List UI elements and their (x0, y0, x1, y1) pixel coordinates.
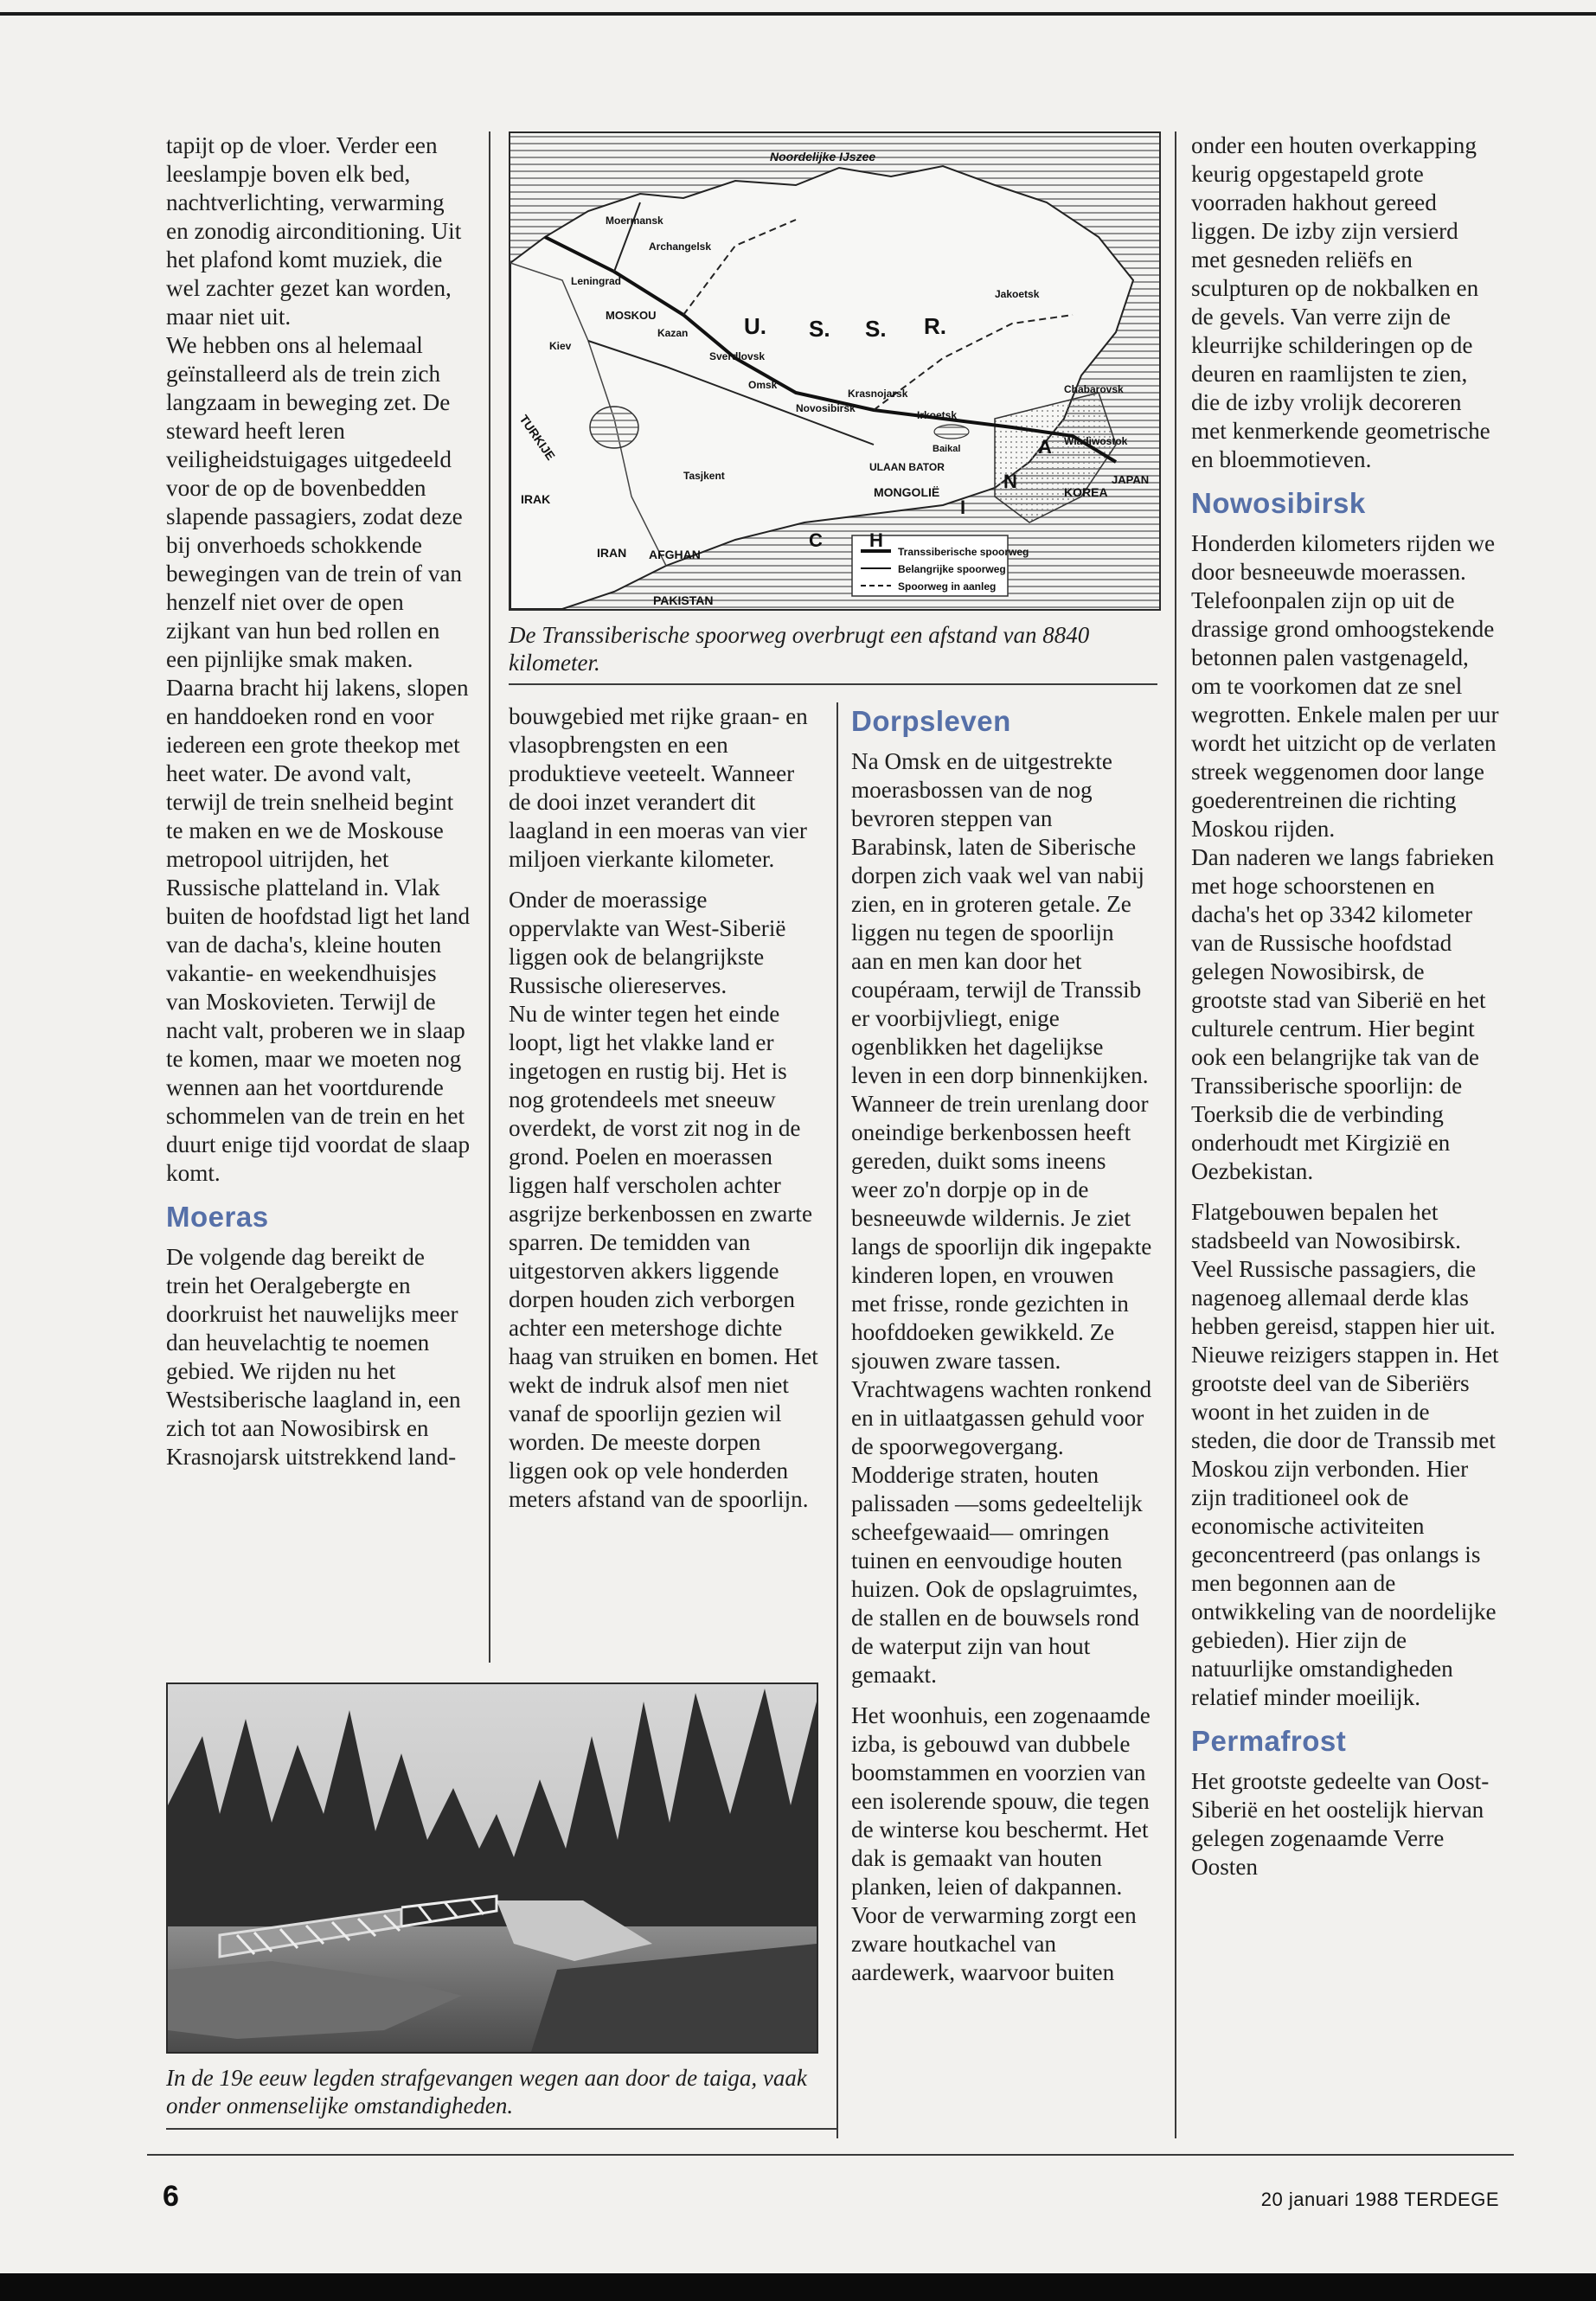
map-label-china: A (1038, 436, 1052, 458)
heading-permafrost: Permafrost (1191, 1725, 1347, 1757)
map-label-city: Sverdlovsk (709, 350, 766, 362)
col2-paragraph-1: bouwgebied met rijke graan- en vlasopbrengsten en een produktieve veeteelt. Wanneer de dooi inzet verandert dit laagland in een moeras van vier miljoen vierkante kilometer. (509, 703, 808, 872)
map-label-city: Omsk (748, 379, 778, 391)
map-label-city: Jakoetsk (995, 288, 1040, 300)
page-number: 6 (163, 2180, 179, 2213)
map-label-city: ULAAN BATOR (869, 461, 945, 473)
photo-drawing (168, 1684, 817, 2052)
map-label-china: C (809, 529, 823, 551)
map-label-s: S. (865, 316, 887, 342)
column-2 (509, 702, 822, 1526)
col3-paragraph-1: Na Omsk en de uitgestrekte moerasbossen van de nog bevroren steppen van Barabinsk, laten de Siberische dorpen zich vaak wel van nabij zien, en in groteren getale. Ze liggen nu tegen de spoorlijn aan en men kan door het coupéraam, terwijl de Transsib er voorbijvliegt, enige ogenblikken het dagelijkse leven in een dorp binnenkijken. Wanneer de trein urenlang door oneindige berkenbossen heeft gereden, duikt soms ineens weer zo'n dorpje op in de besneeuwde wildernis. Je ziet langs de spoorlijn dik ingepakte kinderen lopen, en vrouwen met frisse, ronde gezichten in hoofddoeken gewikkeld. Ze sjouwen zware tassen. Vrachtwagens wachten ronkend en in uitlaatgassen gehuld voor de spoorwegovergang. Modderige straten, houten palissaden —soms gedeeltelijk scheefgewaaid— omringen tuinen en eenvoudige houten huizen. Ook de opslagruimtes, de stallen en de bouwsels rond de waterput zijn van hout gemaakt. (851, 748, 1152, 1688)
scan-bottom-edge (0, 2273, 1596, 2301)
col4-paragraph-2: Honderden kilometers rijden we door besneeuwde moerassen. Telefoonpalen zijn op uit de drassige grond omhoogstekende betonnen palen vastgenageld, om te voorkomen dat ze snel wegrotten. Enkele malen per uur wordt het uitzicht op de verlaten streek weggenomen door lange goederentreinen die richting Moskou rijden. (1191, 530, 1499, 842)
column-rule-1 (489, 131, 490, 1663)
photo-caption: In de 19e eeuw legden strafgevangen wegen aan door de taiga, vaak onder onmenselijke omstandigheden. (166, 2065, 807, 2118)
legend-item: Belangrijke spoorweg (898, 563, 1006, 575)
map-label-moskou: MOSKOU (606, 309, 657, 322)
col4-paragraph-3: Dan naderen we langs fabrieken met hoge schoorstenen en dacha's het op 3342 kilometer van de Russische hoofdstad gelegen Nowosibirsk, de grootste stad van Siberië en het culturele centrum. Hier begint ook een belangrijke tak van de Transsiberische spoorlijn: de Toerksib die de verbinding onderhoudt met Kirgizië en Oezbekistan. (1191, 844, 1495, 1184)
map-label-s: S. (809, 316, 830, 342)
map-label-iran: IRAN (597, 546, 627, 560)
footer-rule (147, 2154, 1514, 2156)
map-label-city: Kiev (549, 340, 572, 352)
map-caption-rule (509, 683, 1157, 685)
column-3 (851, 694, 1152, 1999)
column-rule-3 (1175, 131, 1176, 2138)
map-label-sea: Noordelijke IJszee (770, 150, 876, 163)
map-label-u: U. (744, 313, 766, 339)
map-label-city: Leningrad (571, 275, 622, 287)
col1-paragraph-2: We hebben ons al helemaal geïnstalleerd als de trein zich langzaam in beweging zet. De steward heeft leren veiligheidstuigages uitgedeeld voor de op de bovenbedden slapende passagiers, zodat deze bij onverhoeds schokkende bewegingen van de trein of van henzelf niet over de open zijkant van hun bed rollen en een pijnlijke smak maken. Daarna bracht hij lakens, slopen en handdoeken rond en voor iedereen een grote theekop met heet water. De avond valt, terwijl de trein snelheid begint te maken en we de Moskouse metropool uitrijden, het Russische platteland in. Vlak buiten de hoofdstad ligt het land van de dacha's, kleine houten vakantie- en weekendhuisjes van Moskovieten. Terwijl de nacht valt, proberen we in slaap te komen, maar we moeten nog wennen aan het voortdurende schommelen van de trein en het duurt enige tijd voordat de slaap komt. (166, 332, 471, 1186)
map-label-turkije: TURKIJE (516, 412, 559, 463)
map-label-china: N (1003, 471, 1017, 492)
map-label-r: R. (924, 313, 946, 339)
map-label-irak: IRAK (521, 492, 551, 506)
col2-paragraph-3: Nu de winter tegen het einde loopt, ligt het vlakke land er ingetogen en rustig bij. Het is nog grotendeels met sneeuw overdekt, de vorst zit nog in de grond. Poelen en moerassen liggen half verscholen achter asgrijze berkenbossen en zwarte sparren. De temidden van uitgestorven akkers liggende dorpen houden zich verborgen achter een metershoge dichte haag van struiken en bomen. Het wekt de indruk alsof men niet vanaf de spoorlijn gezien wil worden. De meeste dorpen liggen ook op vele honderden meters afstand van de spoorlijn. (509, 1001, 818, 1512)
legend-item: Spoorweg in aanleg (898, 580, 997, 593)
photo-caption-rule (166, 2128, 836, 2130)
map-label-afghan: AFGHAN (649, 548, 701, 561)
top-rule (0, 12, 1596, 16)
col1-paragraph-1: tapijt op de vloer. Verder een leeslampje boven elk bed, nachtverlichting, verwarming en zonodig airconditioning. Uit het plafond komt muziek, die wel zachter gezet kan worden, maar niet uit. (166, 132, 462, 330)
map-label-city: Archangelsk (649, 240, 712, 253)
map-label-lake: Baikal (933, 444, 961, 454)
col3-paragraph-2: Het woonhuis, een zogenaamde izba, is gebouwd van dubbele boomstammen en voorzien van een isolerende spouw, die tegen de winterse kou beschermt. Het dak is gemaakt van houten planken, leien of dakpannen. Voor de verwarming zorgt een zware houtkachel van aardewerk, waarvoor buiten (851, 1702, 1151, 1985)
ussr-railway-map (510, 133, 1159, 609)
map-label-city: Moermansk (606, 215, 663, 227)
map-label-city: Irkoetsk (917, 409, 958, 421)
map-caption: De Transsiberische spoorweg overbrugt een afstand van 8840 kilometer. (509, 622, 1090, 676)
col1-paragraph-3: De volgende dag bereikt de trein het Oeralgebergte en doorkruist het nauwelijks meer dan heuvelachtig te noemen gebied. We rijden nu het Westsiberische laagland in, een zich tot aan Nowosibirsk en Krasnojarsk uitstrekkend land- (166, 1244, 461, 1470)
map-label-city: Kazan (657, 327, 689, 339)
map-label-pakistan: PAKISTAN (653, 593, 714, 607)
heading-nowosibirsk: Nowosibirsk (1191, 487, 1366, 519)
map-label-city: Krasnojarsk (848, 388, 908, 400)
issue-info: 20 januari 1988 TERDEGE (1260, 2189, 1499, 2210)
map-label-japan: JAPAN (1112, 473, 1150, 486)
map-label-city: Wladiwostok (1064, 435, 1128, 447)
column-1 (166, 131, 471, 1484)
column-4 (1191, 131, 1499, 1894)
column-rule-2 (836, 702, 838, 2138)
taiga-bridge-photo (166, 1682, 818, 2054)
map-label-city: Tasjkent (683, 470, 725, 482)
lake-baikal (934, 425, 969, 439)
map-label-korea: KOREA (1064, 485, 1108, 499)
col4-paragraph-4: Flatgebouwen bepalen het stadsbeeld van Nowosibirsk. Veel Russische passagiers, die nagenoeg allemaal derde klas hebben gereisd, stappen hier uit. Nieuwe reizigers stappen in. Het grootste deel van de Siberiërs woont in het zuiden in de steden, die door de Transsib met Moskou zijn verbonden. Hier zijn traditioneel ook de economische activiteiten geconcentreerd (pas onlangs is men begonnen aan de ontwikkeling van de noordelijke gebieden). Hier zijn de natuurlijke omstandigheden relatief minder moeilijk. (1191, 1199, 1499, 1710)
caspian-sea (590, 407, 638, 448)
map-label-china: I (960, 497, 966, 518)
col4-paragraph-1: onder een houten overkapping keurig opgestapeld grote voorraden hakhout gereed liggen. De izby zijn versierd met gesneden reliëfs en sculpturen op de nokbalken en de gevels. Van verre zijn de kleurrijke schilderingen op de deuren en raamlijsten te zien, die de izby vrolijk decoreren met kenmerkende geometrische en bloemmotieven. (1191, 132, 1490, 472)
col2-paragraph-2: Onder de moerassige oppervlakte van West-Siberië liggen ook de belangrijkste Russische oliereserves. (509, 887, 786, 998)
map-label-city: Chabarovsk (1064, 383, 1124, 395)
map-label-china: H (869, 529, 883, 551)
col4-paragraph-5: Het grootste gedeelte van Oost-Siberië en het oostelijk hiervan gelegen zogenaamde Verre Oosten (1191, 1768, 1490, 1880)
heading-dorpsleven: Dorpsleven (851, 705, 1011, 737)
map-label-mongolie: MONGOLIË (874, 485, 940, 499)
heading-moeras: Moeras (166, 1201, 269, 1233)
map-label-city: Novosibirsk (796, 402, 856, 414)
map-figure (509, 131, 1161, 611)
legend-item: Transsiberische spoorweg (898, 546, 1029, 558)
